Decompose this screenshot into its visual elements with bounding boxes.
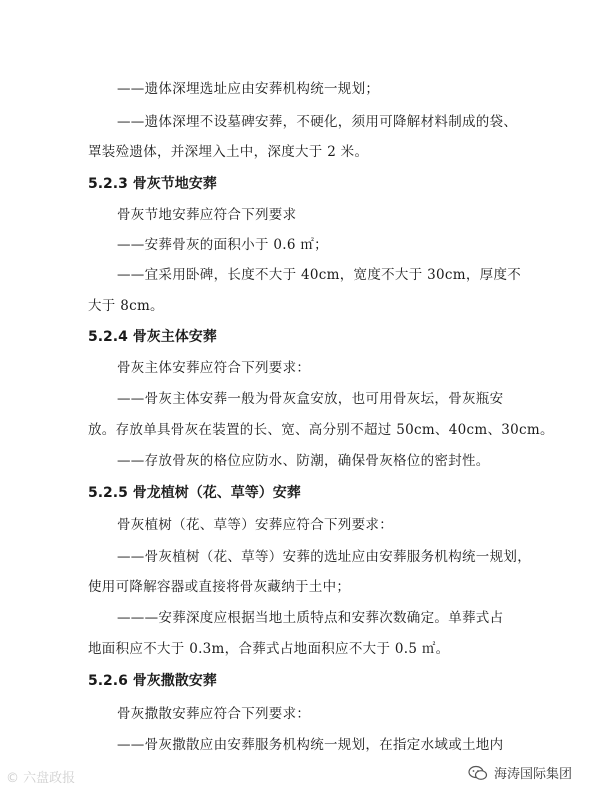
account-name: 海涛国际集团	[494, 767, 573, 782]
body-line: ——遗体深埋选址应由安葬机构统一规划；	[117, 81, 380, 97]
section-heading: 5.2.3 骨灰节地安葬	[88, 176, 217, 192]
body-line: 罩装殓遗体，并深埋入土中，深度大于 2 米。	[88, 144, 369, 160]
body-line: 使用可降解容器或直接将骨灰藏纳于土中；	[88, 579, 351, 595]
body-line: ——骨灰撒散应由安葬服务机构统一规划，在指定水域或土地内	[117, 737, 504, 753]
source-watermark: © 六盘政报	[6, 771, 76, 786]
body-line: ——安葬骨灰的面积小于 0.6 ㎡；	[117, 237, 328, 253]
section-heading: 5.2.4 骨灰主体安葬	[88, 329, 217, 345]
body-line: ——宜采用卧碑，长度不大于 40cm，宽度不大于 30cm，厚度不	[117, 267, 522, 283]
body-line: 地面积应不大于 0.3m，合葬式占地面积应不大于 0.5 ㎡。	[88, 641, 450, 657]
body-line: 放。存放单具骨灰在装置的长、宽、高分别不超过 50cm、40cm、30cm。	[88, 422, 554, 438]
account-watermark	[468, 763, 572, 782]
body-line: 骨灰撒散安葬应符合下列要求：	[117, 706, 311, 722]
body-line: 骨灰节地安葬应符合下列要求	[117, 207, 297, 223]
wechat-icon	[468, 765, 488, 781]
body-line: ——存放骨灰的格位应防水、防潮，确保骨灰格位的密封性。	[117, 453, 490, 469]
body-line: 骨灰植树（花、草等）安葬应符合下列要求：	[117, 517, 393, 533]
body-line: 骨灰主体安葬应符合下列要求：	[117, 360, 311, 376]
body-line: ——骨灰植树（花、草等）安葬的选址应由安葬服务机构统一规划，	[117, 549, 531, 565]
body-line: ——骨灰主体安葬一般为骨灰盒安放，也可用骨灰坛，骨灰瓶安	[117, 391, 504, 407]
body-line: ——遗体深埋不设墓碑安葬，不硬化，须用可降解材料制成的袋、	[117, 114, 518, 130]
section-heading: 5.2.6 骨灰撒散安葬	[88, 673, 217, 689]
body-line: 大于 8cm。	[88, 298, 164, 314]
body-line: ———安葬深度应根据当地土质特点和安葬次数确定。单葬式占	[117, 610, 504, 626]
section-heading: 5.2.5 骨龙植树（花、草等）安葬	[88, 485, 301, 501]
